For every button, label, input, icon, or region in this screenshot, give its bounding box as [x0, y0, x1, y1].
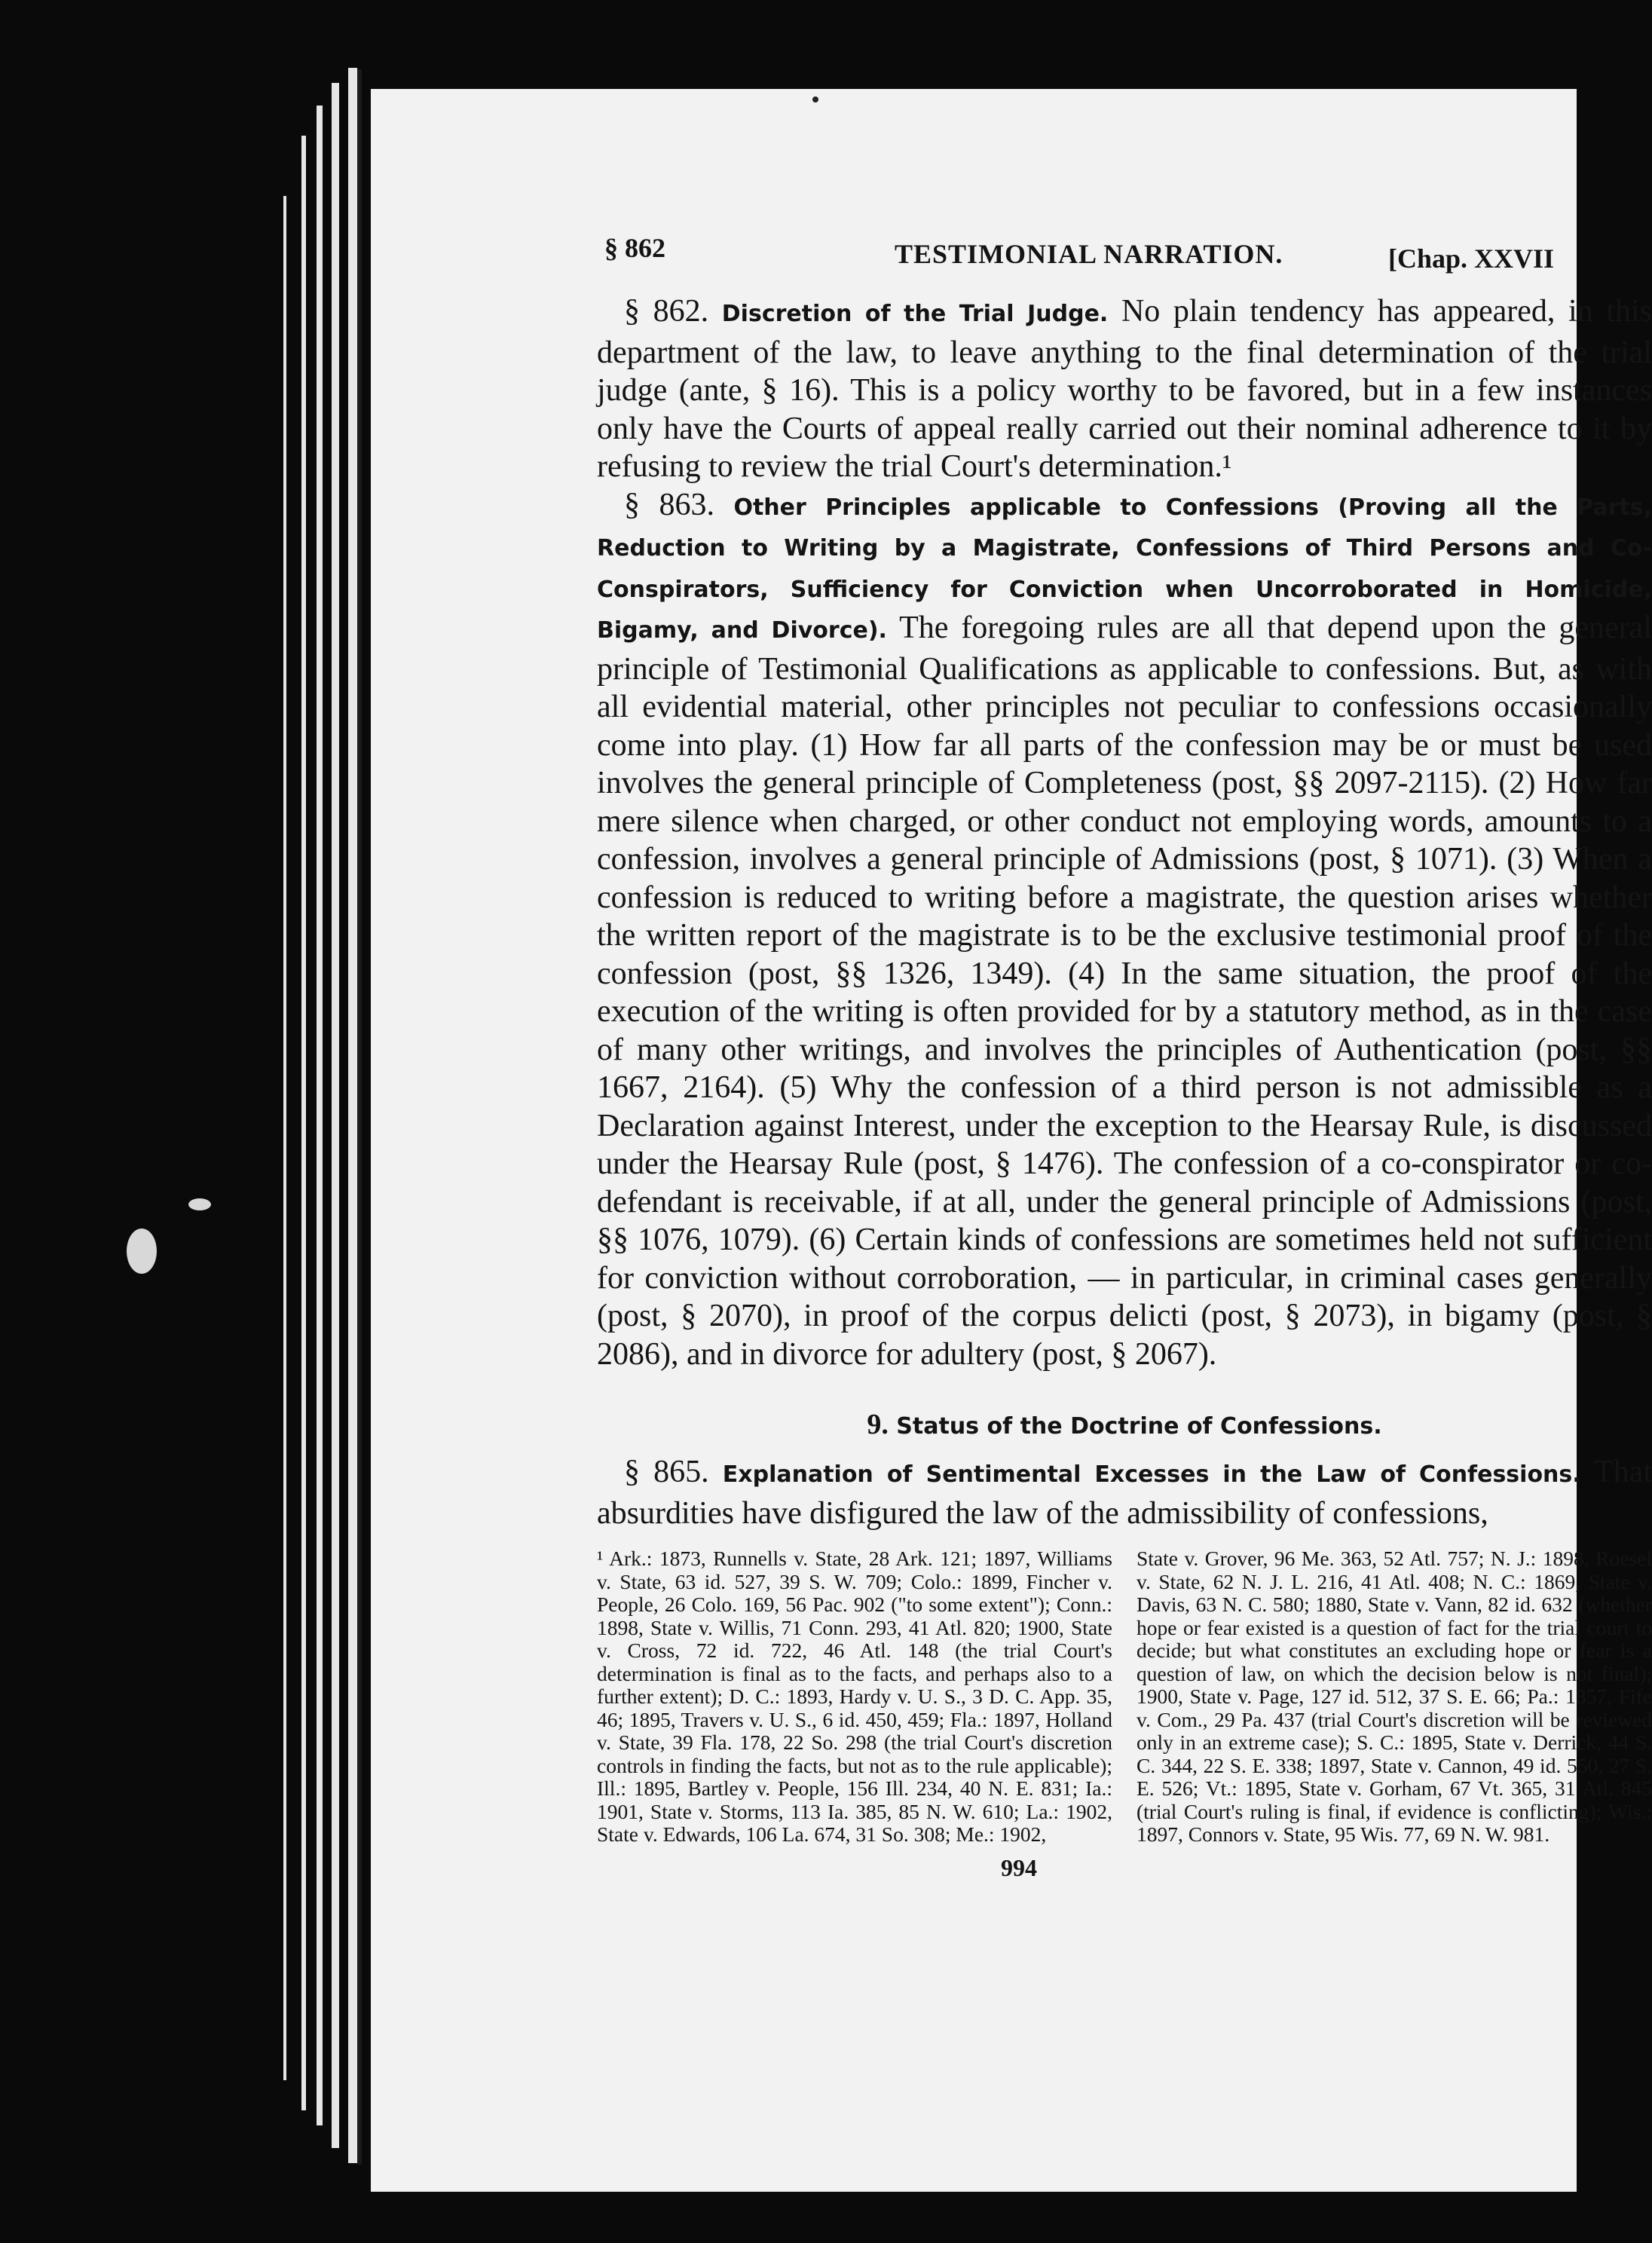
header-running-title: TESTIMONIAL NARRATION. — [895, 239, 1283, 269]
page-edge — [301, 136, 306, 2110]
subheading-number: 9. — [867, 1409, 889, 1440]
paper-speck — [188, 1198, 211, 1210]
section-863 — [597, 486, 1652, 1374]
paper-speck — [127, 1229, 157, 1274]
subheading-title: Status of the Doctrine of Confessions. — [896, 1413, 1382, 1440]
ink-speck — [812, 96, 818, 103]
section-heading: Explanation of Sentimental Excesses in the Law of Confessions. — [722, 1461, 1581, 1488]
page-edge — [283, 196, 286, 2080]
page-edge-shadow — [357, 69, 362, 2165]
page-edge — [348, 68, 357, 2163]
section-heading: Other Principles applicable to Confessions (Proving all the Parts, Reduction to Writing by a Magistrate, Confessions of Third Persons and Co-Conspirators, Sufficiency for Conviction when Uncorroborated in Homicide, Bigamy, and Divorce). — [597, 494, 1652, 644]
footnotes — [597, 1547, 1652, 1847]
page-edge — [332, 83, 339, 2148]
footnote-left-column: ¹ Ark.: 1873, Runnells v. State, 28 Ark. 121; 1897, Williams v. State, 63 id. 527, 39 S. W. 709; Colo.: 1899, Fincher v. People, 26 Colo. 169, 56 Pac. 902 ("to some extent"); Conn.: 1898, State v. Willis, 71 Conn. 293, 41 Atl. 820; 1900, State v. Cross, 72 id. 722, 46 Atl. 148 (the trial Court's determination is final as to the facts, and perhaps also to a further extent); D. C.: 1893, Hardy v. U. S., 3 D. C. App. 35, 46; 1895, Travers v. U. S., 6 id. 450, 459; Fla.: 1897, Holland v. State, 39 Fla. 178, 22 So. 298 (the trial Court's discretion controls in finding the facts, but not as to the rule applicable); Ill.: 1895, Bartley v. People, 156 Ill. 234, 40 N. E. 831; Ia.: 1901, State v. Storms, 113 Ia. 385, 85 N. W. 610; La.: 1902, State v. Edwards, 106 La. 674, 31 So. 308; Me.: 1902, — [597, 1547, 1112, 1846]
book-page — [371, 89, 1652, 2192]
header-section-mark: § 862 — [604, 233, 665, 263]
section-number: § 865. — [624, 1455, 709, 1489]
page-content — [597, 232, 1652, 1882]
section-number: § 862. — [624, 294, 709, 329]
subheading — [597, 1408, 1652, 1441]
header-chapter: [Chap. XXVII — [1388, 243, 1555, 274]
section-862 — [597, 292, 1652, 486]
page-edge — [317, 106, 323, 2125]
running-header — [597, 232, 1652, 292]
page-number: 994 — [1001, 1853, 1037, 1881]
section-text: That absurdities have disfigured the law of the admissibility of confessions, — [597, 1455, 1652, 1531]
section-heading: Discretion of the Trial Judge. — [721, 301, 1109, 327]
section-text: The foregoing rules are all that depend upon the general principle of Testimonial Qualifications as applicable to confessions. But, as with all evidential material, other principles not peculiar to confessions occasionally come into play. (1) How far all parts of the confession may be or must be used involves the general principle of Completeness (post, §§ 2097-2115). (2) How far mere silence when charged, or other conduct not employing words, amounts to a confession, involves a general principle of Admissions (post, § 1071). (3) When a confession is reduced to writing before a magistrate, the question arises whether the written report of the magistrate is to be the exclusive testimonial proof of the confession (post, §§ 1326, 1349). (4) In the same situation, the proof of the execution of the writing is often provided for by a statutory method, as in the case of many other writings, and involves the principles of Authentication (post, §§ 1667, 2164). (5) Why the confession of a third person is not admissible as a Declaration against Interest, under the exception to the Hearsay Rule, is discussed under the Hearsay Rule (post, § 1476). The confession of a co-conspirator or co-defendant is receivable, if at all, under the general principle of Admissions (post, §§ 1076, 1079). (6) Certain kinds of confessions are sometimes held not sufficient for conviction without corroboration, — in particular, in criminal cases generally (post, § 2070), in proof of the corpus delicti (post, § 2073), in bigamy (post, § 2086), and in divorce for adultery (post, § 2067). — [597, 610, 1652, 1372]
section-text: No plain tendency has appeared, in this department of the law, to leave anything to the final determination of the trial judge (ante, § 16). This is a policy worthy to be favored, but in a few instances only have the Courts of appeal really carried out their nominal adherence to it by refusing to review the trial Court's determination.¹ — [597, 294, 1652, 484]
footnote-right-column: State v. Grover, 96 Me. 363, 52 Atl. 757; N. J.: 1898, Roesel v. State, 62 N. J. L. 216, 41 Atl. 408; N. C.: 1869, State v. Davis, 63 N. C. 580; 1880, State v. Vann, 82 id. 632 (whether hope or fear existed is a question of fact for the trial court to decide; but what constitutes an excluding hope or fear is a question of law, on which the decision below is not final); 1900, State v. Page, 127 id. 512, 37 S. E. 66; Pa.: 1857, Fife v. Com., 29 Pa. 437 (trial Court's discretion will be reviewed only in an extreme case); S. C.: 1895, State v. Derrick, 44 S. C. 344, 22 S. E. 338; 1897, State v. Cannon, 49 id. 550, 27 S. E. 526; Vt.: 1895, State v. Gorham, 67 Vt. 365, 31 Atl. 845 (trial Court's ruling is final, if evidence is conflicting); Wis.: 1897, Connors v. State, 95 Wis. 77, 69 N. W. 981. — [1137, 1547, 1652, 1846]
section-865 — [597, 1453, 1652, 1532]
section-number: § 863. — [624, 487, 714, 522]
